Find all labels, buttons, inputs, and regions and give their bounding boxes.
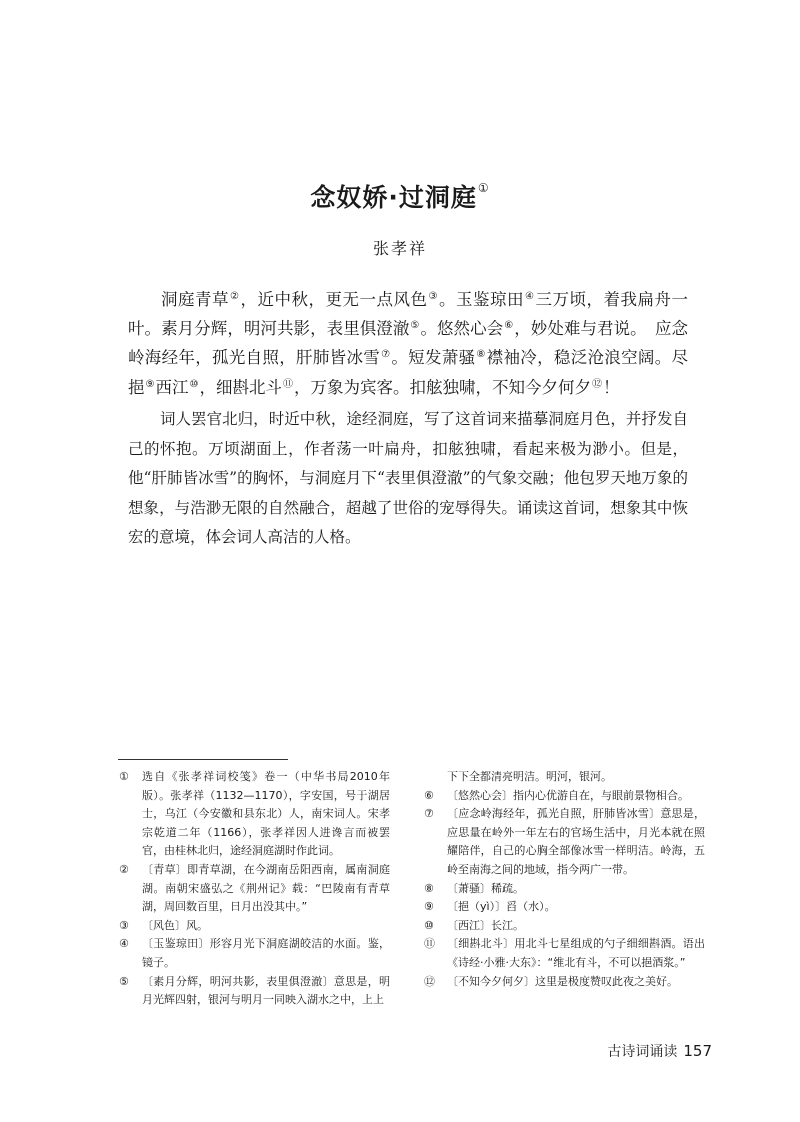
footnote-number: ⑦: [424, 807, 434, 821]
footnote-item: [118, 861, 390, 917]
footnote-text: 选自《张孝祥词校笺》卷一（中华书局2010年版）。张孝祥（1132—1170），字安国，号于湖居士，乌江（今安徽和县东北）人，南宋词人。宋孝宗乾道二年（1166），张孝祥因人进谗言而被罢官，由桂林北归，途经洞庭湖时作此词。: [142, 770, 390, 858]
footnote-text: 〔应念岭海经年，孤光自照，肝肺皆冰雪〕意思是，应思量在岭外一年左右的官场生活中，月光本就在照耀陪伴，自己的心胸全部像冰雪一样明洁。岭海，五岭至南海之间的地域，指今两广一带。: [447, 807, 705, 876]
footnote-text: 〔素月分辉，明河共影，表里俱澄澈〕意思是，明月光辉四射，银河与明月一同映入湖水之中，上上: [142, 974, 390, 1007]
footnote-number: ⑤: [119, 974, 129, 988]
title-footnote-mark: ①: [477, 181, 490, 195]
footnote-text: 〔细斟北斗〕用北斗七星组成的勺子细细斟酒。语出《诗经·小雅·大东》：“维北有斗，不可以挹酒浆。”: [447, 937, 705, 969]
page-footer: [607, 1041, 712, 1061]
footnote-continuation: 下下全都清亮明洁。明河，银河。: [447, 770, 612, 783]
footnote-item: [118, 935, 390, 972]
footnote-item: [118, 917, 390, 936]
page-number: 157: [683, 1042, 712, 1060]
commentary-paragraph: 词人罢官北归，时近中秋，途经洞庭，写了这首词来描摹洞庭月色，并抒发自己的怀抱。万顷湖面上，作者荡一叶扁舟，扣舷独啸，看起来极为渺小。但是，他“肝肺皆冰雪”的胸怀，与洞庭月下“表里俱澄澈”的气象交融；他包罗天地万象的想象，与浩渺无限的自然融合，超越了世俗的宠辱得失。诵读这首词，想象其中恢宏的意境，体会词人高洁的人格。: [128, 410, 688, 546]
footnote-mark: ⑤: [410, 320, 420, 332]
footnote-text: 〔西江〕长江。: [447, 918, 524, 932]
footnote-item: [423, 973, 705, 992]
footnote-text: 〔悠然心会〕指内心优游自在，与眼前景物相合。: [447, 788, 689, 802]
footnote-item: [423, 917, 705, 936]
footnote-divider: [118, 759, 288, 760]
footnote-number: ⑩: [424, 918, 434, 932]
footnote-number: ③: [119, 918, 129, 932]
footnotes-right-column: [423, 768, 705, 991]
footnote-number: ⑨: [424, 900, 434, 914]
footnote-mark: ⑨: [145, 378, 155, 390]
footnotes-left-column: [118, 768, 390, 1010]
footnote-mark: ⑫: [591, 378, 602, 390]
footnote-number: ⑫: [424, 974, 435, 988]
footnote-item: [423, 805, 705, 879]
footnote-item: [423, 935, 705, 972]
footnote-item: [118, 768, 390, 861]
poem-text: 洞庭青草②，近中秋，更无一点风色③。玉鉴琼田④三万顷，着我扁舟一叶。素月分辉，明河共影，表里俱澄澈⑤。悠然心会⑥，妙处难与君说。 应念岭海经年，孤光自照，肝肺皆冰雪⑦。短发萧骚⑧襟袖冷，稳泛沧浪空阔。尽挹⑨西江⑩，细斟北斗⑪，万象为宾客。扣舷独啸，不知今夕何夕⑫！: [128, 290, 689, 397]
footnote-text: 〔风色〕风。: [142, 918, 208, 932]
footnote-mark: ⑦: [381, 349, 391, 361]
footnote-number: ①: [119, 770, 129, 783]
footnote-mark: ⑥: [504, 320, 514, 332]
footnote-text: 〔挹（yì）〕舀（水）。: [447, 900, 556, 914]
footnote-number: ④: [119, 937, 129, 951]
footnote-mark: ④: [525, 291, 535, 302]
footnote-mark: ⑩: [189, 378, 199, 390]
footnote-mark: ②: [230, 291, 240, 302]
footnote-number: ⑧: [424, 881, 434, 895]
footnote-mark: ⑧: [476, 349, 486, 361]
page-title: [0, 178, 800, 214]
footnote-text: 〔不知今夕何夕〕这里是极度赞叹此夜之美好。: [447, 974, 678, 988]
footnote-item: [118, 973, 390, 1010]
book-section-title: 古诗词诵读: [607, 1044, 678, 1060]
footnote-item: [423, 787, 705, 806]
footnote-mark: ⑪: [282, 378, 293, 390]
author: 张孝祥: [372, 239, 427, 258]
footnote-number: ⑥: [424, 788, 434, 802]
footnote-text: 〔玉鉴琼田〕形容月光下洞庭湖皎洁的水面。鉴，镜子。: [142, 937, 390, 969]
footnote-text: 〔青草〕即青草湖，在今湖南岳阳西南，属南洞庭湖。南朝宋盛弘之《荆州记》载：“巴陵南有青草湖，周回数百里，日月出没其中。”: [142, 862, 390, 914]
footnote-number: ②: [119, 862, 129, 876]
footnote-item: [423, 898, 705, 917]
title-text: 念奴娇·过洞庭: [310, 183, 477, 212]
footnote-text: 〔萧骚〕稀疏。: [447, 881, 524, 895]
footnote-number: ⑪: [424, 937, 435, 951]
footnote-mark: ③: [428, 291, 438, 302]
footnote-item: [423, 880, 705, 899]
